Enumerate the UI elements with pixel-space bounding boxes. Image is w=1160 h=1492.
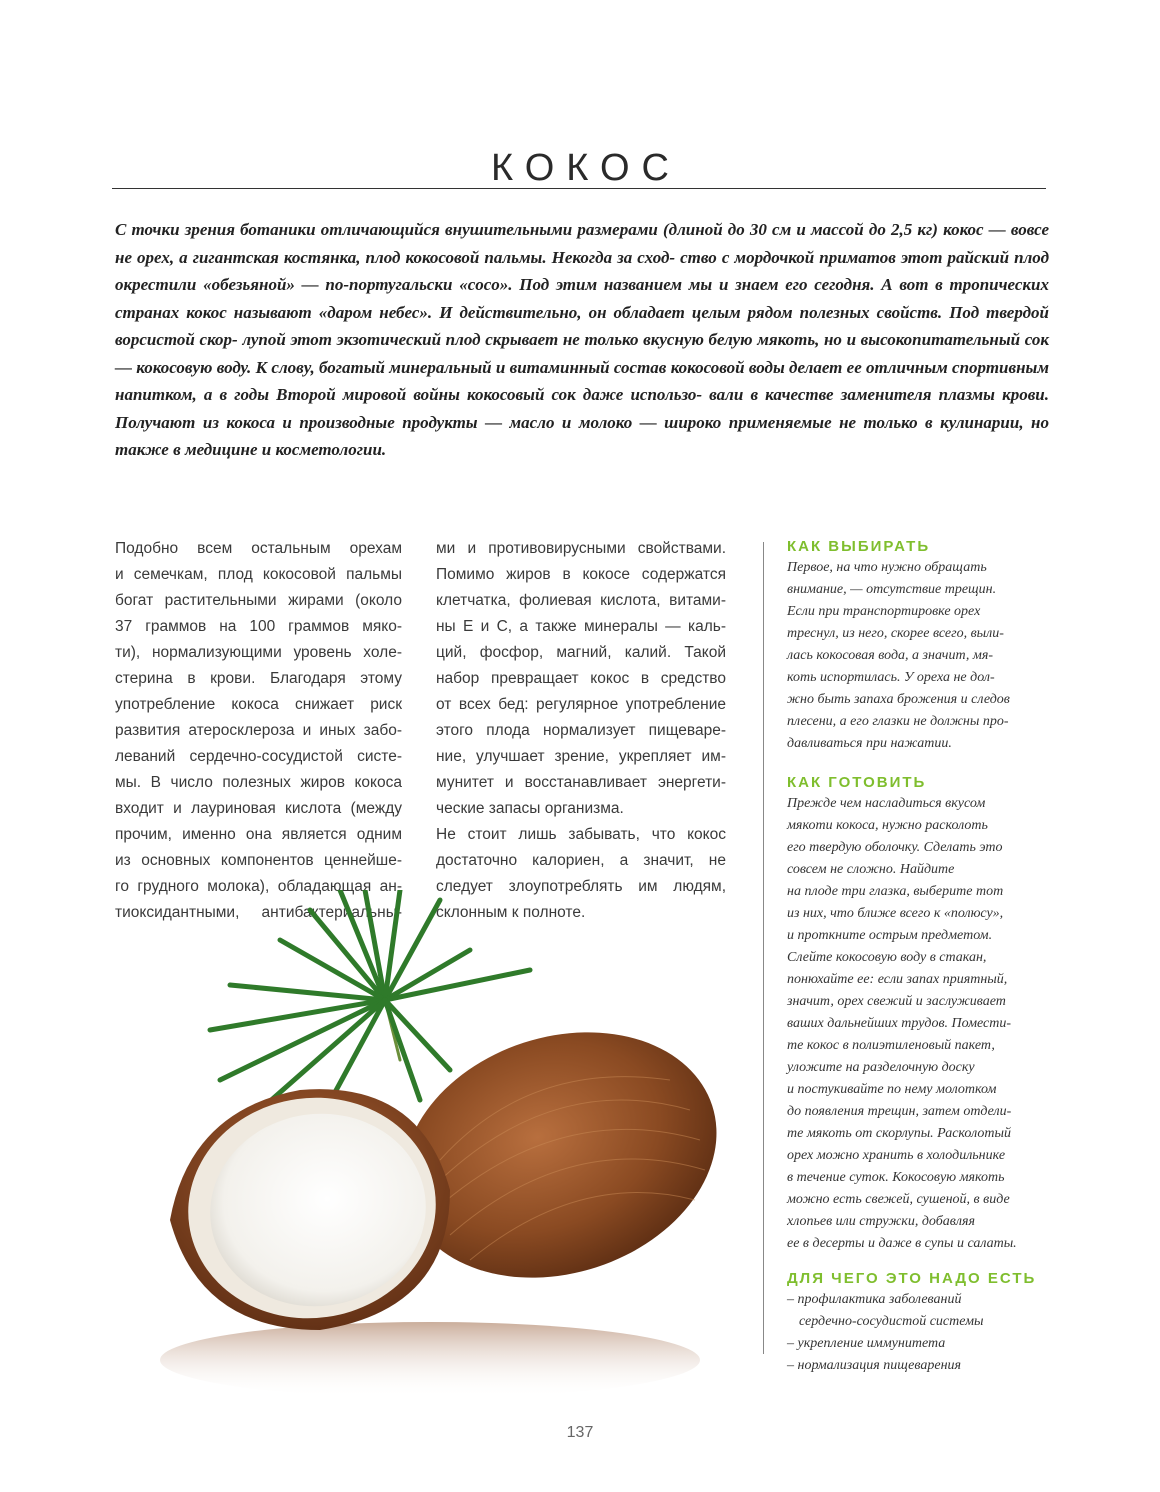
sidebar-line: понюхайте ее: если запах приятный, <box>787 972 1008 987</box>
sidebar-heading: КАК ВЫБИРАТЬ <box>787 538 931 555</box>
body-line: клетчатка, фолиевая кислота, витами- <box>436 592 726 609</box>
sidebar-line: уложите на разделочную доску <box>787 1060 975 1075</box>
lead-line: сок — кокосовую воду. К слову, богатый минеральный и витаминный состав кокосовой воды делает <box>115 330 1050 377</box>
body-line: мунитет и восстанавливает энергети- <box>436 774 726 791</box>
sidebar-line: можно есть свежей, сушеной, в виде <box>787 1192 1010 1207</box>
body-line: склонным к полноте. <box>436 904 586 921</box>
sidebar-line: жно быть запаха брожения и следов <box>787 692 1010 707</box>
sidebar-line: в течение суток. Кокосовую мякоть <box>787 1170 1005 1185</box>
body-line: от всех бед: регулярное употребление <box>436 696 726 713</box>
lead-line: и молоко — широко применяемые не только в кулинарии, но также в медицине и косметологии. <box>115 412 1049 459</box>
list-item <box>787 1289 1059 1333</box>
body-line: из основных компонентов ценнейше- <box>115 852 402 869</box>
sidebar-why-eat <box>787 1269 1059 1377</box>
page-number: 137 <box>566 1424 594 1441</box>
body-line: этого плода нормализует пищеваре- <box>436 722 726 739</box>
list-item <box>787 1333 1059 1355</box>
sidebar-text <box>787 557 1059 755</box>
body-line: ций, фосфор, магний, калий. Такой <box>436 644 726 661</box>
lead-line: Под этим названием мы и знаем его сегодня. А вот в тропических странах кокос называют «даром <box>115 275 1049 322</box>
list-item-text: – нормализация пищеварения <box>787 1358 962 1373</box>
sidebar-line: коть испортилась. У ореха не дол- <box>787 670 995 685</box>
title-divider <box>112 188 1046 189</box>
sidebar-line: те мякоть от скорлупы. Расколотый <box>787 1126 1011 1141</box>
sidebar-text <box>787 793 1059 1255</box>
sidebar-line: совсем не сложно. Найдите <box>787 862 955 877</box>
sidebar-line: значит, орех свежий и заслуживает <box>787 994 1006 1009</box>
lead-line: ее отличным спортивным напитком, а в годы Второй мировой войны кокосовый сок даже использо- <box>115 357 1049 404</box>
body-line: достаточно калориен, а значит, не <box>436 852 726 869</box>
sidebar-heading: ДЛЯ ЧЕГО ЭТО НАДО ЕСТЬ <box>787 1270 1037 1287</box>
body-line: леваний сердечно-сосудистой систе- <box>115 748 402 765</box>
body-line: 37 граммов на 100 граммов мяко- <box>115 618 402 635</box>
sidebar-line: орех можно хранить в холодильнике <box>787 1148 1006 1163</box>
sidebar-line: внимание, — отсутствие трещин. <box>787 582 997 597</box>
body-line: го грудного молока), обладающая ан- <box>115 878 402 895</box>
body-line: употребление кокоса снижает риск <box>115 696 402 713</box>
body-line: набор превращает кокос в средство <box>436 670 726 687</box>
lead-paragraph <box>115 216 1049 464</box>
sidebar-divider <box>763 542 764 1354</box>
sidebar-line: плесени, а его глазки не должны про- <box>787 714 1009 729</box>
lead-line: небес». И действительно, он обладает целым рядом полезных свойств. Под твердой ворсистой скор- <box>115 302 1049 349</box>
sidebar-line: ваших дальнейших трудов. Помести- <box>787 1016 1012 1031</box>
sidebar-heading: КАК ГОТОВИТЬ <box>787 774 927 791</box>
lead-line: ство с мордочкой приматов этот райский плод окрестили «обезьяной» — по-португальски «coco». <box>115 247 1050 294</box>
sidebar-line: Слейте кокосовую воду в стакан, <box>787 950 987 965</box>
sidebar-how-to-choose <box>787 537 1059 755</box>
sidebar-line: до появления трещин, затем отдели- <box>787 1104 1012 1119</box>
sidebar-line: на плоде три глазка, выберите тот <box>787 884 1004 899</box>
body-line: ми и противовирусными свойствами. <box>436 540 726 557</box>
body-line: ти), нормализующими уровень холе- <box>115 644 402 661</box>
lead-line: лупой этот экзотический плод скрывает не только вкусную белую мякоть, но и высокопитательный <box>242 330 1021 349</box>
sidebar-line: мякоти кокоса, нужно расколоть <box>787 818 988 833</box>
coconut-photo <box>150 890 750 1420</box>
list-item-text: – укрепление иммунитета <box>787 1336 946 1351</box>
body-line: прочим, именно она является одним <box>115 826 402 843</box>
body-column-2 <box>436 536 726 926</box>
body-line: стерина в крови. Благодаря этому <box>115 670 402 687</box>
sidebar-line: те кокос в полиэтиленовый пакет, <box>787 1038 995 1053</box>
sidebar-line: Первое, на что нужно обращать <box>787 560 987 575</box>
sidebar-line: его твердую оболочку. Сделать это <box>787 840 1003 855</box>
sidebar-line: ее в десерты и даже в супы и салаты. <box>787 1236 1017 1251</box>
body-line: тиоксидантными, антибактериальны- <box>115 904 402 921</box>
list-item-text: – профилактика заболеваний <box>787 1292 962 1307</box>
list-item <box>787 1355 1059 1377</box>
body-line: ны Е и С, а также минералы — каль- <box>436 618 726 635</box>
sidebar-line: треснул, из него, скорее всего, выли- <box>787 626 1004 641</box>
body-line: следует злоупотреблять им людям, <box>436 878 726 895</box>
body-line: ние, улучшает зрение, укрепляет им- <box>436 748 726 765</box>
sidebar-how-to-cook <box>787 773 1059 1255</box>
sidebar-line: хлопьев или стружки, добавляя <box>787 1214 975 1229</box>
body-line: ческие запасы организма. <box>436 800 624 817</box>
body-column-1 <box>115 536 402 926</box>
body-line: Помимо жиров в кокосе содержатся <box>436 566 726 583</box>
body-line: богат растительными жирами (около <box>115 592 402 609</box>
lead-line: до 2,5 кг) кокос — вовсе не орех, а гигантская костянка, плод кокосовой пальмы. Некогда за сход- <box>115 220 1050 267</box>
sidebar-line: давливаться при нажатии. <box>787 736 952 751</box>
list-item-text: сердечно-сосудистой системы <box>799 1314 984 1329</box>
body-line: входит и лауриновая кислота (между <box>115 800 402 817</box>
body-line: Не стоит лишь забывать, что кокос <box>436 826 726 843</box>
body-line: мы. В число полезных жиров кокоса <box>115 774 402 791</box>
body-line: развития атеросклероза и иных забо- <box>115 722 402 739</box>
body-line: Подобно всем остальным орехам <box>115 540 402 557</box>
lead-line: вали в качестве заменителя плазмы крови. Получают из кокоса и производные продукты — масло <box>115 385 1050 432</box>
sidebar-line: и постукивайте по нему молотком <box>787 1082 997 1097</box>
page-title: КОКОС <box>491 147 681 190</box>
benefits-list <box>787 1289 1059 1377</box>
lead-line: С точки зрения ботаники отличающийся внушительными размерами (длиной до 30 см и массой <box>115 220 864 239</box>
table-reflection <box>160 1322 700 1398</box>
sidebar-line: из них, что ближе всего к «полюсу», <box>787 906 1004 921</box>
sidebar-line: Прежде чем насладиться вкусом <box>787 796 986 811</box>
body-line: и семечкам, плод кокосовой пальмы <box>115 566 402 583</box>
sidebar-line: и проткните острым предметом. <box>787 928 993 943</box>
sidebar-line: лась кокосовая вода, а значит, мя- <box>787 648 994 663</box>
sidebar-line: Если при транспортировке орех <box>787 604 981 619</box>
